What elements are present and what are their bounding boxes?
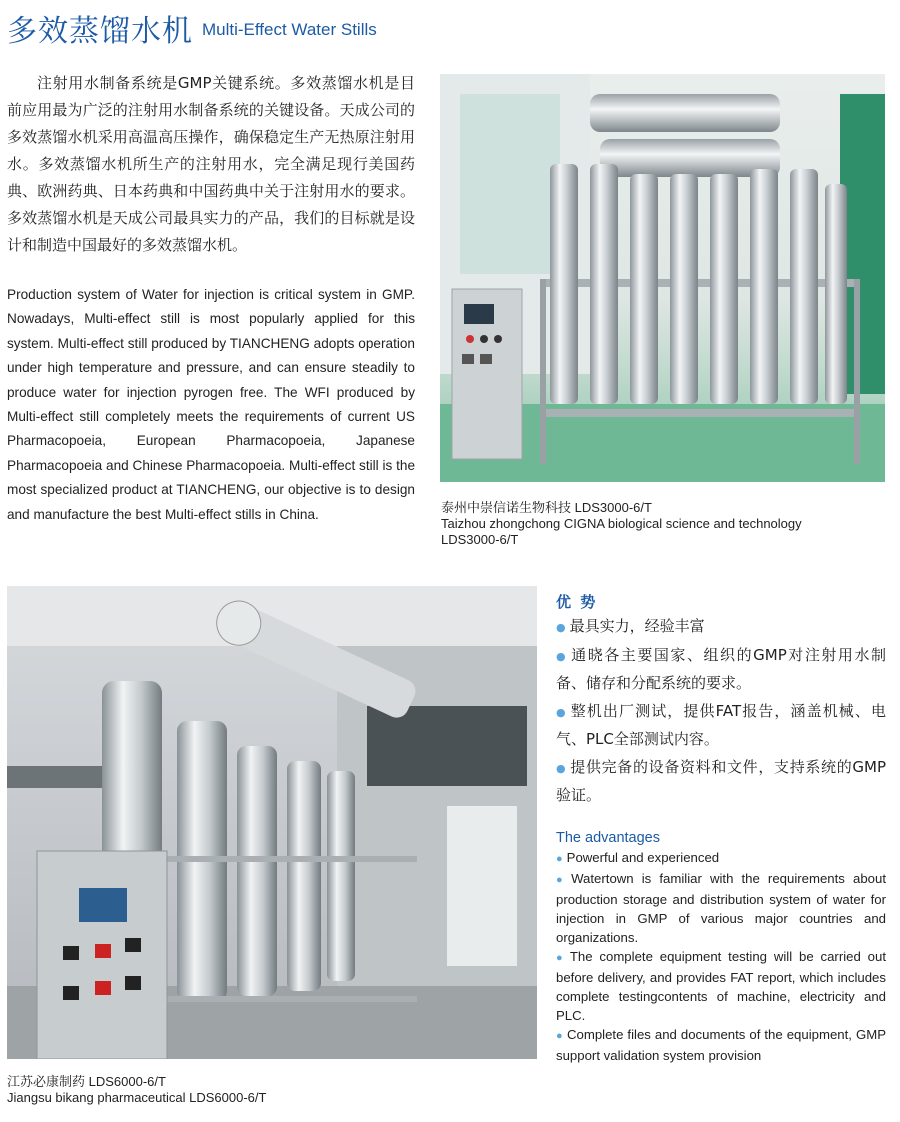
bullet-icon: ● xyxy=(556,952,566,964)
photo1-caption-zh: 泰州中崇信诺生物科技 LDS3000-6/T xyxy=(441,500,652,515)
bullet-icon: ● xyxy=(556,874,568,886)
photo-lds6000 xyxy=(7,586,537,1059)
advantages-en-list xyxy=(556,848,886,1065)
advantage-en-text: Watertown is familiar with the requirements about production storage and distribution system of water for injection in GMP of various major countries and organizations. xyxy=(556,871,886,945)
list-item xyxy=(556,848,886,869)
list-item xyxy=(556,947,886,1025)
advantages-zh-title: 优 势 xyxy=(556,593,598,611)
bullet-icon: ● xyxy=(556,1030,563,1042)
photo2-caption xyxy=(7,1074,527,1106)
list-item xyxy=(556,698,886,754)
bullet-icon: ● xyxy=(556,853,563,865)
advantage-zh-text: 最具实力，经验丰富 xyxy=(569,617,705,635)
still-illustration-2 xyxy=(7,586,537,1059)
photo-lds3000 xyxy=(440,74,885,482)
page-title: 多效蒸馏水机 xyxy=(7,14,193,49)
bullet-icon: ● xyxy=(556,705,567,719)
photo2-caption-en: Jiangsu bikang pharmaceutical LDS6000-6/T xyxy=(7,1090,267,1105)
list-item xyxy=(556,869,886,947)
bullet-icon: ● xyxy=(556,649,568,663)
photo2-caption-zh: 江苏必康制药 LDS6000-6/T xyxy=(7,1074,166,1089)
intro-text-zh: 注射用水制备系统是GMP关键系统。多效蒸馏水机是目前应用最为广泛的注射用水制备系统的关键设备。天成公司的多效蒸馏水机采用高温高压操作，确保稳定生产无热原注射用水。多效蒸馏水机所生产的注射用水，完全满足现行美国药典、欧洲药典、日本药典和中国药典中关于注射用水的要求。多效蒸馏水机是天成公司最具实力的产品，我们的目标就是设计和制造中国最好的多效蒸馏水机。 xyxy=(7,74,415,254)
advantage-en-text: Complete files and documents of the equipment, GMP support validation system provision xyxy=(556,1027,886,1063)
advantage-zh-text: 通晓各主要国家、组织的GMP对注射用水制备、储存和分配系统的要求。 xyxy=(556,645,886,692)
intro-text-en: Production system of Water for injection is critical system in GMP. Nowadays, Multi-effect still is most popularly applied for this system. Multi-effect still produced by TIANCHENG adopts operation under high temperature and pressure, and can ensure steadily to produce water for injection pyrogen free. The WFI produced by Multi-effect still completely meets the requirements of current US Pharmacopoeia, European Pharmacopoeia, Japanese Pharmacopoeia and Chinese Pharmacopoeia. Multi-effect still is the most specialized product at TIANCHENG, our objective is to design and manufacture the best Multi-effect stills in China. xyxy=(7,287,415,522)
photo1-caption-en-line1: Taizhou zhongchong CIGNA biological science and technology xyxy=(441,516,802,531)
list-item xyxy=(556,642,886,698)
photo1-caption xyxy=(441,500,891,548)
bullet-icon: ● xyxy=(556,621,566,634)
advantage-en-text: The complete equipment testing will be carried out before delivery, and provides FAT report, which includes complete testingcontents of machine, electricity and PLC. xyxy=(556,949,886,1023)
list-item xyxy=(556,1025,886,1065)
advantage-zh-text: 提供完备的设备资料和文件，支持系统的GMP验证。 xyxy=(556,757,886,804)
still-illustration-1 xyxy=(440,74,885,482)
advantage-zh-text: 整机出厂测试，提供FAT报告，涵盖机械、电气、PLC全部测试内容。 xyxy=(556,701,886,748)
bullet-icon: ● xyxy=(556,761,567,775)
advantages-zh-list xyxy=(556,613,886,810)
list-item xyxy=(556,613,886,642)
advantages-en-title: The advantages xyxy=(556,830,660,846)
page-subtitle: Multi-Effect Water Stills xyxy=(202,20,377,39)
list-item xyxy=(556,754,886,810)
photo1-caption-en-line2: LDS3000-6/T xyxy=(441,532,519,547)
advantage-en-text: Powerful and experienced xyxy=(566,850,720,865)
